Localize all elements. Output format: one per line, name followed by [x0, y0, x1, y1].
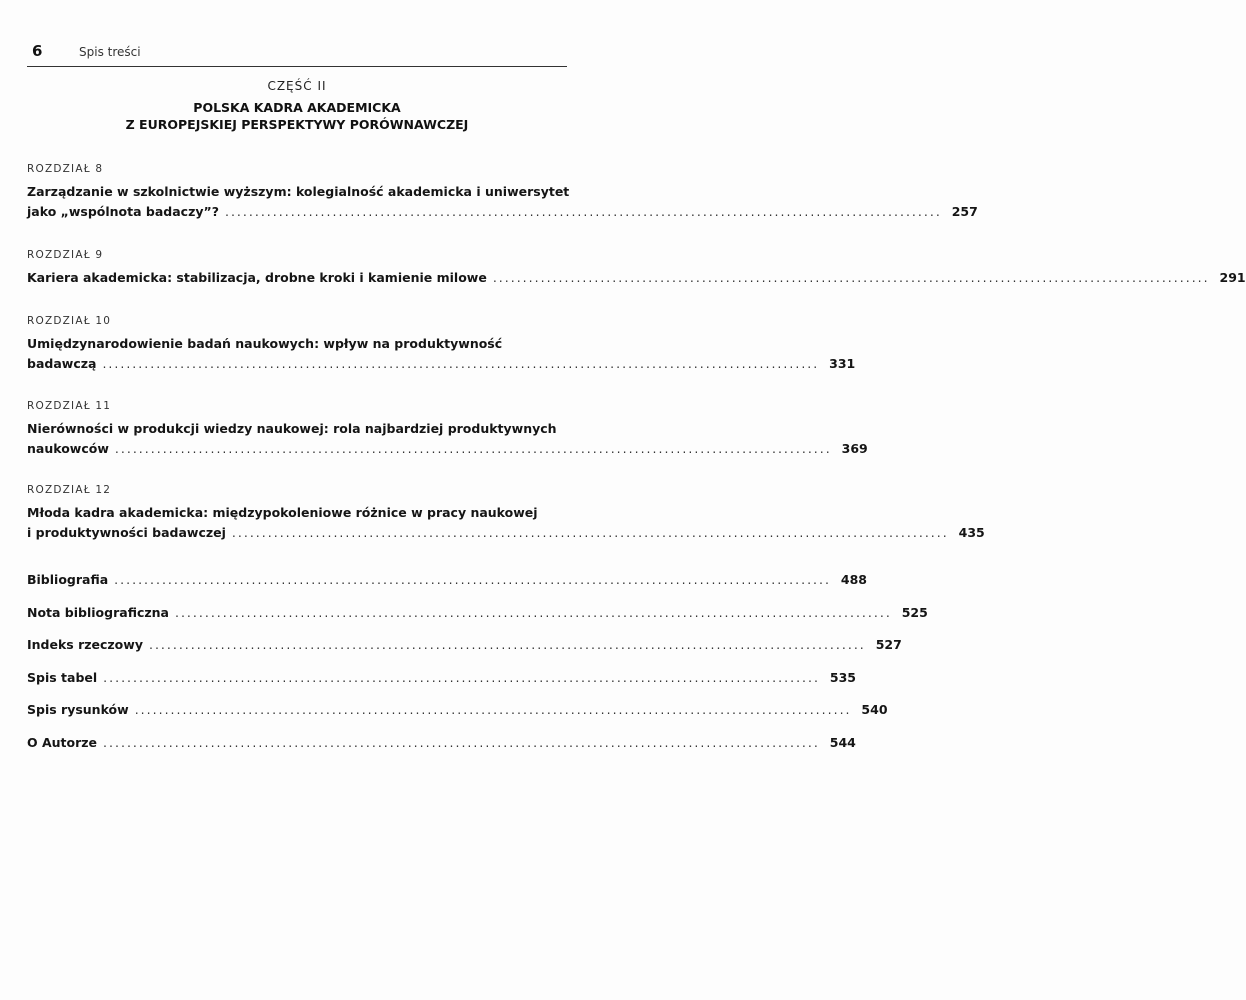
toc-chapter-8[interactable]	[27, 162, 978, 222]
page-ref: 525	[901, 604, 928, 620]
dot-leader: ........................................................................................................................	[103, 734, 820, 750]
page-ref: 291	[1219, 270, 1246, 285]
dot-leader: ........................................................................................................................	[114, 441, 832, 456]
chapter-label: ROZDZIAŁ 10	[27, 315, 112, 327]
chapter-title-line-2: badawczą	[27, 356, 97, 371]
entry-title: Indeks rzeczowy	[27, 637, 143, 652]
toc-chapter-9[interactable]	[27, 248, 1246, 288]
dot-leader: ........................................................................................................................	[231, 525, 949, 540]
dot-leader: ........................................................................................................................	[492, 270, 1210, 285]
chapter-title-line-2: i produktywności badawczej	[27, 525, 226, 540]
page-ref: 331	[829, 356, 856, 371]
dot-leader: ........................................................................................................................	[174, 604, 892, 620]
chapter-title-line-2: naukowców	[27, 441, 109, 456]
chapter-entry[interactable]	[27, 419, 868, 459]
chapter-title-line-1: Umiędzynarodowienie badań naukowych: wpływ na produktywność	[27, 336, 503, 351]
page-ref: 535	[829, 669, 856, 685]
dot-leader: ........................................................................................................................	[224, 204, 942, 219]
toc-subject-index[interactable]	[27, 635, 902, 668]
chapter-title-line-1: Nierówności w produkcji wiedzy naukowej: rola najbardziej produktywnych	[27, 421, 557, 436]
toc-chapter-10[interactable]	[27, 314, 856, 374]
toc-about-author[interactable]	[27, 733, 856, 766]
entry-title: Bibliografia	[27, 572, 109, 587]
toc-list-of-figures[interactable]	[27, 700, 888, 733]
page-number: 6	[32, 42, 43, 60]
toc-chapter-12[interactable]	[27, 483, 985, 543]
entry-title: O Autorze	[27, 734, 98, 750]
chapter-entry[interactable]	[27, 268, 1246, 288]
chapter-title-line-1: Zarządzanie w szkolnictwie wyższym: kolegialność akademicka i uniwersytet	[27, 184, 570, 199]
page-ref: 527	[875, 637, 902, 652]
page-ref: 257	[951, 204, 978, 219]
page-ref: 488	[840, 572, 867, 587]
running-head	[27, 42, 567, 67]
page-ref: 540	[861, 702, 888, 717]
toc-bibliography[interactable]	[27, 570, 867, 603]
toc-bibliographic-note[interactable]	[27, 603, 928, 636]
toc-chapter-11[interactable]	[27, 399, 868, 459]
chapter-entry[interactable]	[27, 334, 856, 374]
part-label: CZĘŚĆ II	[267, 79, 327, 93]
chapter-label: ROZDZIAŁ 11	[27, 400, 112, 412]
dot-leader: ........................................................................................................................	[148, 637, 866, 652]
page-ref: 544	[829, 734, 856, 750]
running-head-title: Spis treści	[79, 45, 141, 59]
chapter-title-line-1: Kariera akademicka: stabilizacja, drobne kroki i kamienie milowe	[27, 270, 487, 285]
dot-leader: ........................................................................................................................	[114, 572, 831, 587]
chapter-entry[interactable]	[27, 503, 985, 543]
part-title	[0, 99, 594, 133]
dot-leader: ........................................................................................................................	[102, 356, 820, 371]
dot-leader: ........................................................................................................................	[134, 702, 852, 717]
part-title-line-1: POLSKA KADRA AKADEMICKA	[193, 100, 401, 115]
chapter-title-line-2: jako „wspólnota badaczy”?	[27, 204, 219, 219]
part-title-line-2: Z EUROPEJSKIEJ PERSPEKTYWY PORÓWNAWCZEJ	[125, 117, 469, 132]
backmatter-list	[27, 570, 928, 765]
page-ref: 369	[841, 441, 868, 456]
chapter-entry[interactable]	[27, 182, 978, 222]
chapter-label: ROZDZIAŁ 12	[27, 484, 112, 496]
entry-title: Spis rysunków	[27, 702, 129, 717]
chapter-label: ROZDZIAŁ 9	[27, 249, 104, 261]
chapter-label: ROZDZIAŁ 8	[27, 163, 104, 175]
toc-list-of-tables[interactable]	[27, 668, 856, 701]
entry-title: Spis tabel	[27, 669, 98, 685]
entry-title: Nota bibliograficzna	[27, 604, 169, 620]
chapter-title-line-1: Młoda kadra akademicka: międzypokoleniowe różnice w pracy naukowej	[27, 505, 538, 520]
page-ref: 435	[958, 525, 985, 540]
dot-leader: ........................................................................................................................	[103, 669, 820, 685]
